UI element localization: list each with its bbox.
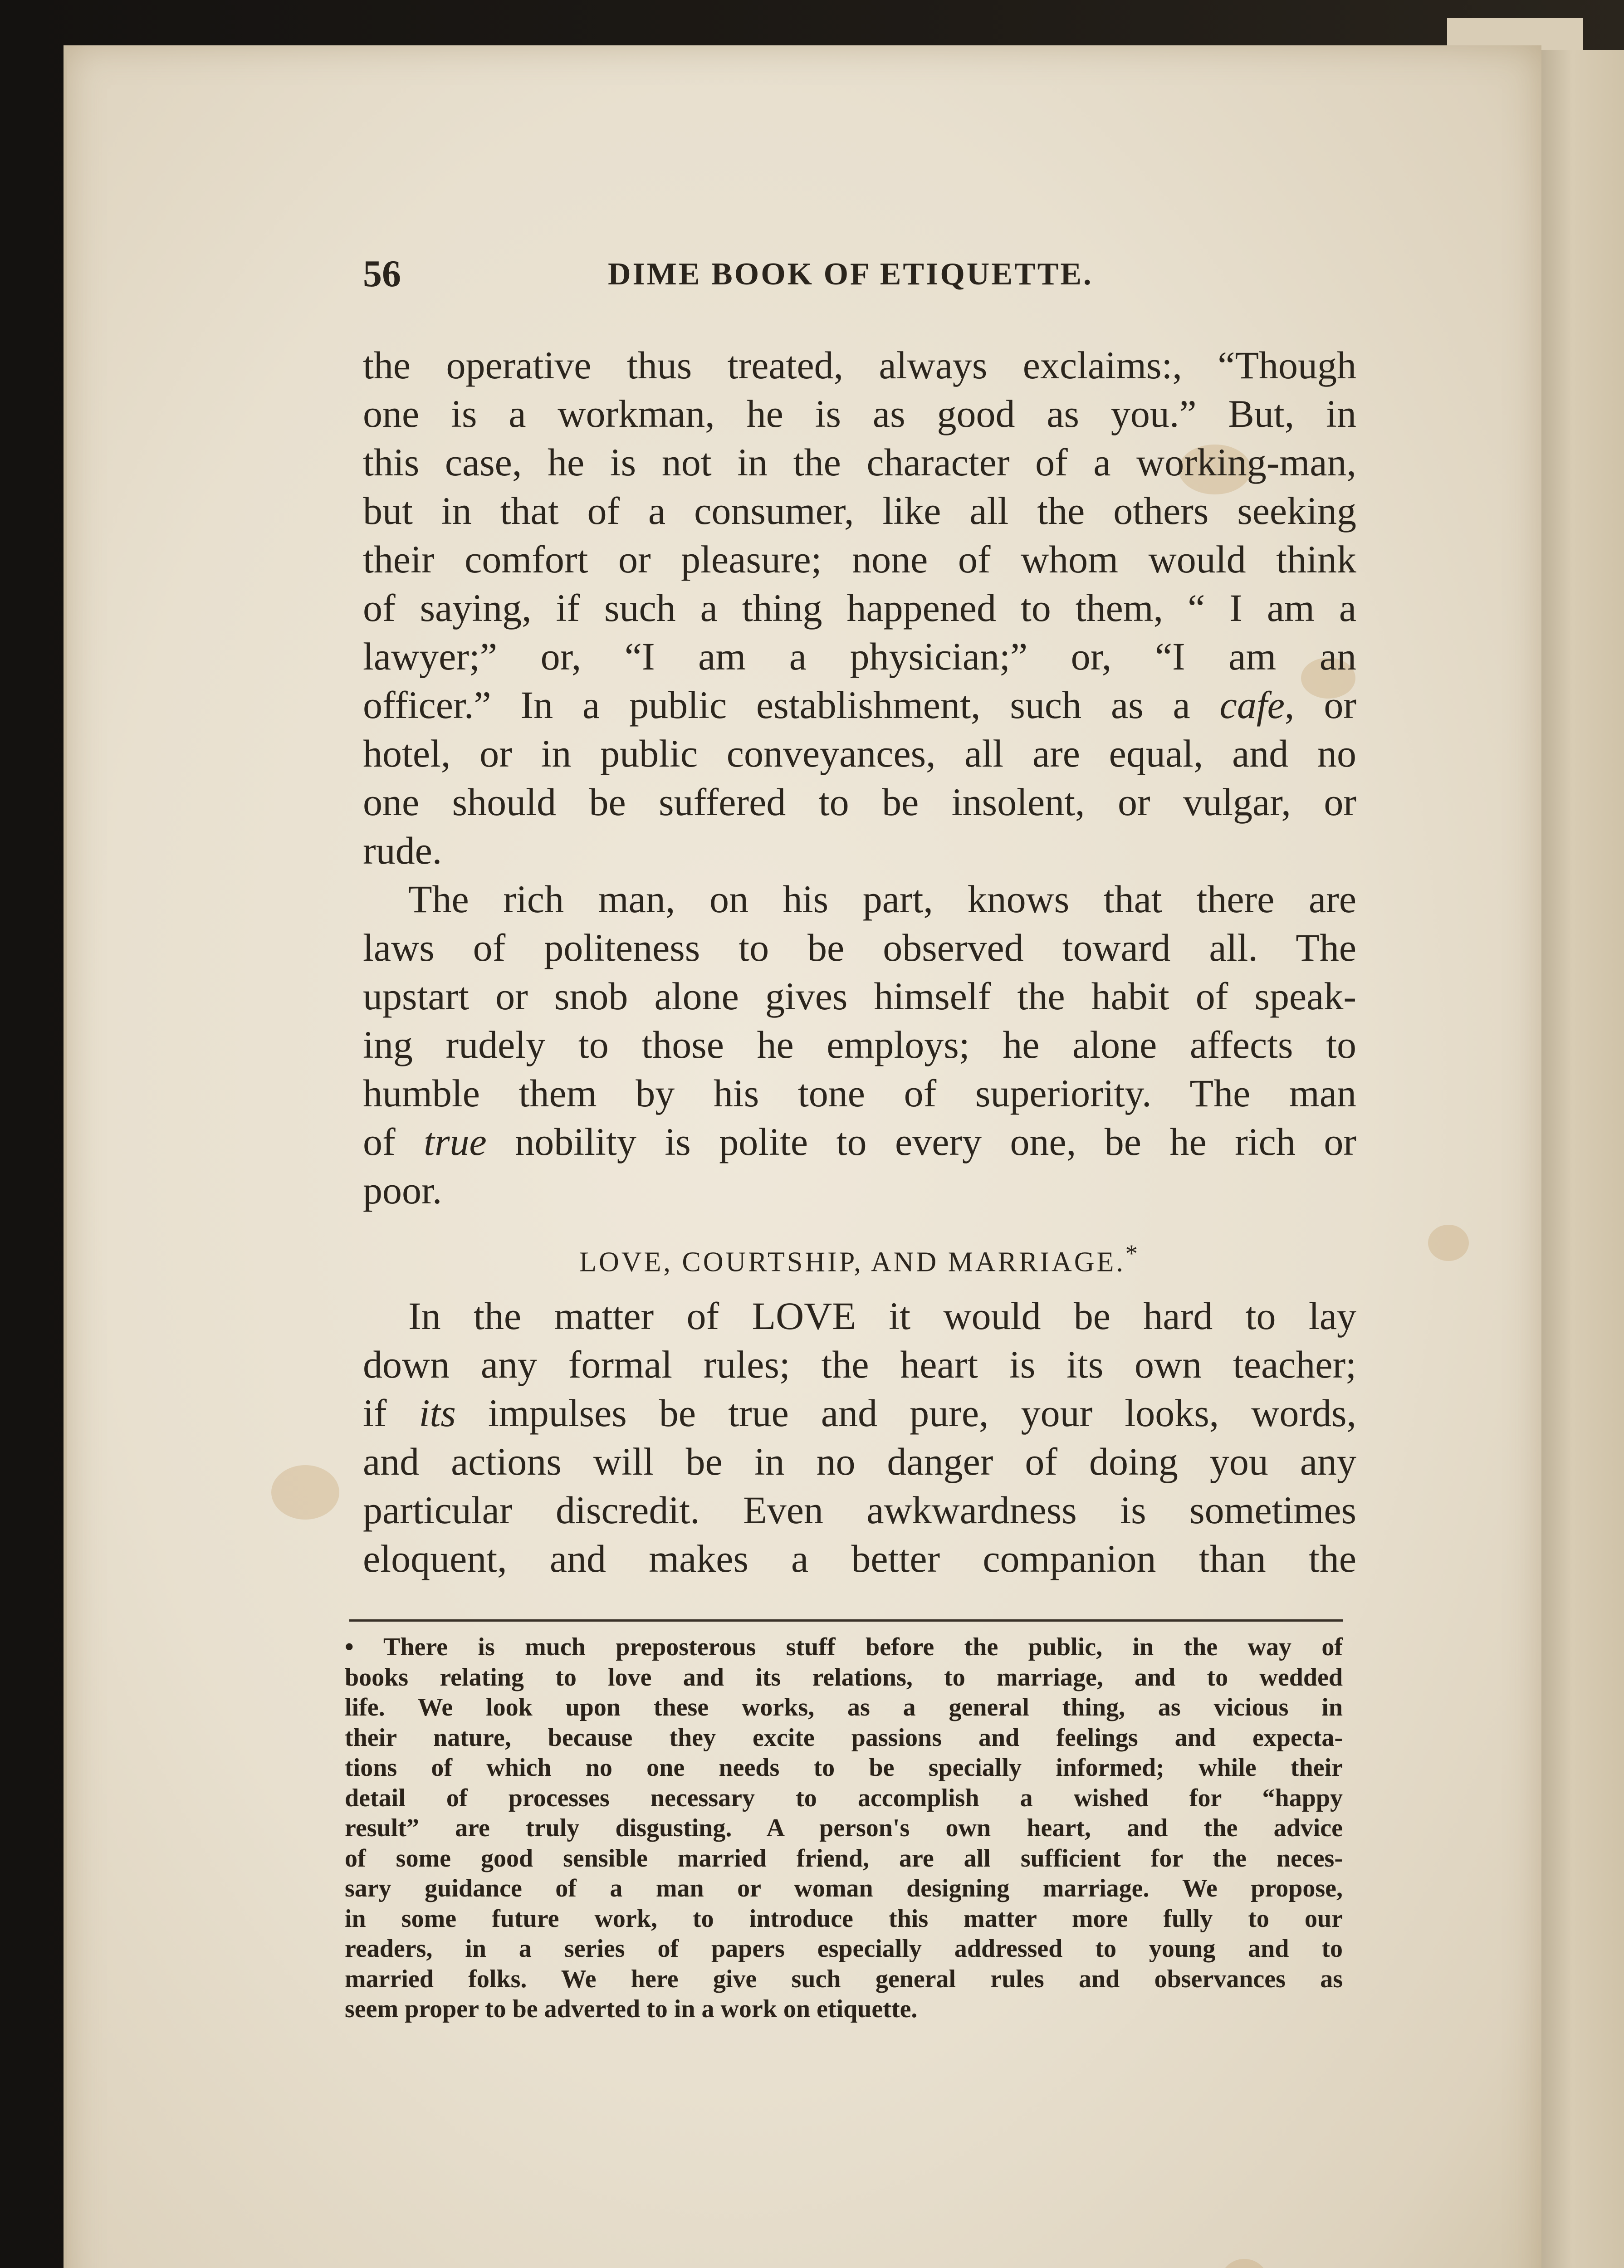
text-line: poor.	[363, 1168, 442, 1212]
text-line	[363, 1389, 1356, 1437]
page-number: 56	[363, 253, 401, 295]
footnote-line: tions of which no one needs to be specially informed; while their	[345, 1754, 1343, 1782]
text-line: rude.	[363, 829, 442, 872]
text-line: of saying, if such a thing happened to them, “ I am a	[363, 586, 1356, 630]
footnote-line: • There is much preposterous stuff before the public, in the way of	[345, 1633, 1343, 1661]
footnote-line: of some good sensible married friend, are all sufficient for the neces-	[345, 1844, 1343, 1872]
footnote-line: detail of processes necessary to accomplish a wished for “happy	[345, 1784, 1343, 1812]
text-line: The rich man, on his part, knows that there are	[408, 877, 1356, 921]
footnote-line: readers, in a series of papers especially addressed to young and to	[345, 1935, 1343, 1963]
text-line: but in that of a consumer, like all the others seeking	[363, 489, 1356, 533]
text-line: In the matter of LOVE it would be hard to lay	[408, 1294, 1356, 1338]
italic-word: its	[419, 1391, 456, 1435]
text-segment: if	[363, 1391, 419, 1435]
section-heading-text: LOVE, COURTSHIP, AND MARRIAGE.	[579, 1246, 1125, 1278]
footnote-line: result” are truly disgusting. A person's own heart, and the advice	[345, 1814, 1343, 1842]
text-line: this case, he is not in the character of a working-man,	[363, 440, 1356, 484]
running-title: DIME BOOK OF ETIQUETTE.	[608, 257, 1093, 292]
text-line: laws of politeness to be observed toward all. The	[363, 926, 1356, 969]
text-line: ing rudely to those he employs; he alone affects to	[363, 1023, 1356, 1066]
footnote-line: sary guidance of a man or woman designing marriage. We propose,	[345, 1874, 1343, 1902]
text-segment: officer.” In a public establishment, such as a	[363, 683, 1220, 727]
running-header	[363, 252, 1352, 293]
text-segment: nobility is polite to every one, be he rich or	[486, 1120, 1357, 1163]
text-line: upstart or snob alone gives himself the habit of speak-	[363, 974, 1356, 1018]
text-line: one should be suffered to be insolent, or vulgar, or	[363, 780, 1356, 824]
paper-stain	[271, 1465, 339, 1520]
footnote-line: books relating to love and its relations, to marriage, and to wedded	[345, 1663, 1343, 1691]
text-segment: , or	[1284, 683, 1356, 727]
text-line	[363, 681, 1356, 729]
footnote-line: seem proper to be adverted to in a work on etiquette.	[345, 1995, 918, 2023]
text-line: lawyer;” or, “I am a physician;” or, “I am an	[363, 635, 1356, 678]
text-line: particular discredit. Even awkwardness is sometimes	[363, 1488, 1356, 1532]
paper-stain	[1428, 1225, 1469, 1261]
text-segment: of	[363, 1120, 424, 1163]
footnote	[345, 1632, 1343, 2024]
paper-stain	[1219, 2259, 1269, 2268]
text-line: one is a workman, he is as good as you.” But, in	[363, 392, 1356, 435]
section-heading	[363, 1215, 1356, 1292]
text-line: their comfort or pleasure; none of whom would think	[363, 538, 1356, 581]
italic-word: cafe	[1219, 683, 1285, 727]
text-line: and actions will be in no danger of doing you any	[363, 1440, 1356, 1483]
footnote-line: in some future work, to introduce this matter more fully to our	[345, 1904, 1343, 1933]
body-text	[363, 341, 1356, 1583]
text-line: hotel, or in public conveyances, all are equal, and no	[363, 732, 1356, 775]
text-line: the operative thus treated, always exclaims:, “Though	[363, 343, 1356, 387]
text-line: down any formal rules; the heart is its own teacher;	[363, 1343, 1356, 1386]
footnote-line: their nature, because they excite passions and feelings and expecta-	[345, 1723, 1343, 1752]
facing-page-edge	[1533, 50, 1624, 2268]
footnote-line: married folks. We here give such general rules and observances as	[345, 1965, 1343, 1993]
text-line: humble them by his tone of superiority. The man	[363, 1071, 1356, 1115]
footnote-divider	[349, 1619, 1343, 1622]
text-line	[363, 1118, 1356, 1166]
footnote-line: life. We look upon these works, as a general thing, as vicious in	[345, 1693, 1343, 1721]
text-line: eloquent, and makes a better companion than the	[363, 1537, 1356, 1580]
footnote-marker: *	[1125, 1240, 1140, 1267]
text-segment: impulses be true and pure, your looks, words,	[455, 1391, 1356, 1435]
italic-word: true	[424, 1120, 487, 1163]
